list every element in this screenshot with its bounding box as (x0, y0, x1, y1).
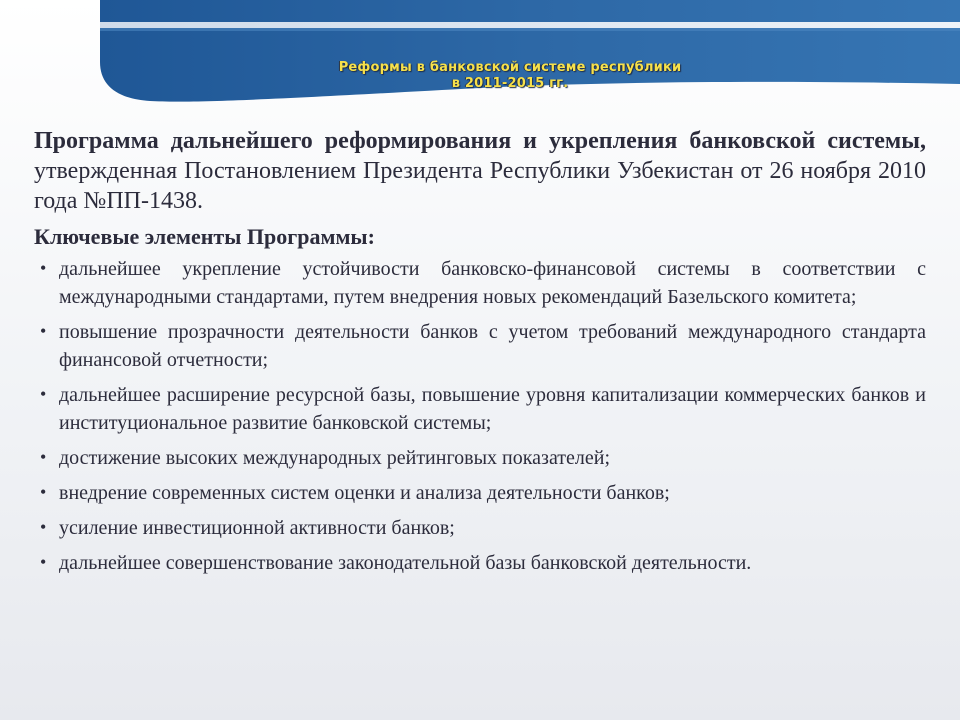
section-heading: Ключевые элементы Программы: (34, 224, 375, 249)
list-item-text: достижение высоких международных рейтинговых показателей; (59, 447, 611, 469)
bullet-icon: • (40, 384, 47, 404)
intro-bold: Программа дальнейшего реформирования и укрепления банковской системы, (34, 128, 926, 154)
title-line-1: Реформы в банковской системе республики (338, 60, 682, 75)
list-item-text: дальнейшее расширение ресурсной базы, повышение уровня капитализации коммерческих банков и институциональное развитие банковской системы; (59, 384, 926, 434)
bullet-icon: • (40, 447, 47, 467)
bullet-icon: • (40, 482, 47, 502)
bullet-icon: • (40, 552, 47, 572)
list-item (34, 444, 926, 472)
bullet-list (34, 255, 926, 577)
list-item-text: повышение прозрачности деятельности банков с учетом требований международного стандарта финансовой отчетности; (59, 321, 926, 371)
list-item (34, 318, 926, 374)
header-banner (0, 0, 960, 110)
bullet-icon: • (40, 517, 47, 537)
slide-content (34, 126, 926, 584)
bullet-icon: • (40, 258, 47, 278)
title-line-2: в 2011-2015 гг. (451, 76, 569, 91)
intro-text: утвержденная Постановлением Президента Республики Узбекистан от 26 ноября 2010 года №ПП-1438. (34, 158, 926, 214)
list-item (34, 514, 926, 542)
list-item-text: дальнейшее совершенствование законодательной базы банковской деятельности. (59, 552, 752, 574)
list-item (34, 479, 926, 507)
list-item-text: дальнейшее укрепление устойчивости банковско-финансовой системы в соответствии с международными стандартами, путем внедрения новых рекомендаций Базельского комитета; (59, 258, 926, 308)
list-item-text: усиление инвестиционной активности банков; (59, 517, 455, 539)
banner-graphic (0, 0, 960, 110)
list-item (34, 381, 926, 437)
page-title (300, 60, 720, 92)
intro-paragraph (34, 126, 926, 216)
list-item-text: внедрение современных систем оценки и анализа деятельности банков; (59, 482, 670, 504)
list-item (34, 549, 926, 577)
bullet-icon: • (40, 321, 47, 341)
list-item (34, 255, 926, 311)
